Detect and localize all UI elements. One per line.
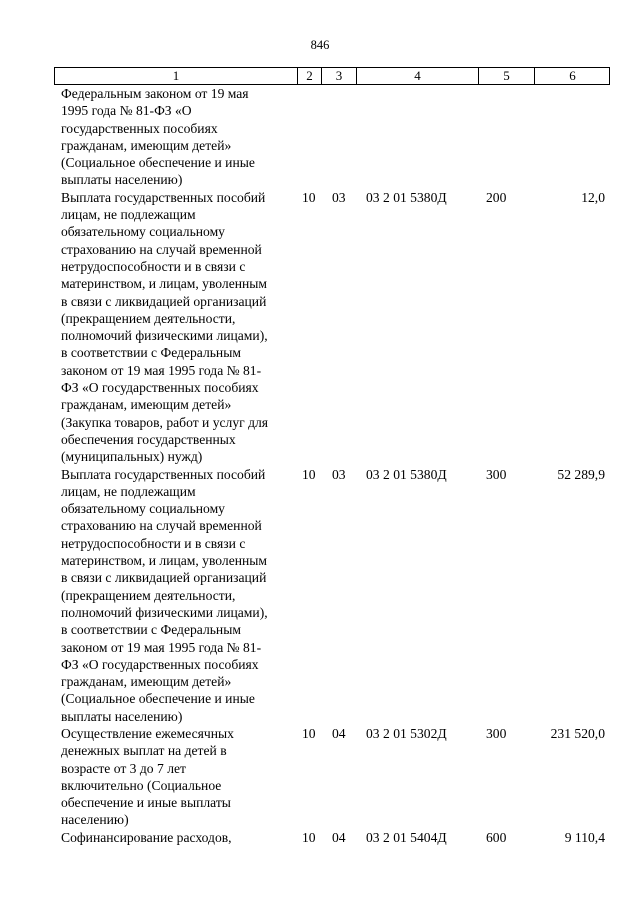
row-section: 10 [302, 829, 316, 845]
row-target-article: 03 2 01 5404Д [366, 829, 447, 845]
row-name: Выплата государственных пособий лицам, не подлежащим обязательному социальному страхованию на случай временной нетрудоспособности и в связи с материнством, и лицам, уволенным в связи с ликвидацией организаций (прекращением деятельности, полномочий физическими лицами), в соответствии с Федеральным законом от 19 мая 1995 года № 81- ФЗ «О государственных пособиях гражданам, имеющим детей» (Социальное обеспечение и иные выплаты населению) [61, 466, 268, 724]
header-col-5: 5 [479, 68, 535, 84]
header-col-6: 6 [569, 68, 576, 83]
row-expense-type: 600 [486, 829, 507, 845]
row-target-article: 03 2 01 5302Д [366, 725, 447, 741]
header-col-2: 2 [298, 68, 322, 84]
row-amount: 9 110,4 [564, 829, 605, 845]
row-section: 10 [302, 725, 316, 741]
table-row [54, 725, 610, 829]
row-name: Федеральным законом от 19 мая 1995 года № 81-ФЗ «О государственных пособиях гражданам, имеющим детей» (Социальное обеспечение и иные выплаты населению) [61, 86, 255, 188]
table-row [54, 466, 610, 725]
row-name: Осуществление ежемесячных денежных выплат на детей в возрасте от 3 до 7 лет включительно (Социальное обеспечение и иные выплаты населению) [61, 725, 234, 828]
header-col-4: 4 [357, 68, 479, 84]
row-subsection: 03 [332, 466, 346, 482]
row-name: Софинансирование расходов, [61, 829, 232, 845]
row-subsection: 03 [332, 189, 346, 205]
row-target-article: 03 2 01 5380Д [366, 466, 447, 482]
page-number: 846 [310, 38, 330, 52]
header-col-1: 1 [55, 68, 298, 84]
row-expense-type: 300 [486, 725, 507, 741]
row-amount: 12,0 [581, 189, 605, 205]
table-row [54, 189, 610, 466]
row-name: Выплата государственных пособий лицам, не подлежащим обязательному социальному страхованию на случай временной нетрудоспособности и в связи с материнством, и лицам, уволенным в связи с ликвидацией организаций (прекращением деятельности, полномочий физическими лицами), в соответствии с Федеральным законом от 19 мая 1995 года № 81- ФЗ «О государственных пособиях гражданам, имеющим детей» (Закупка товаров, работ и услуг для обеспечения государственных (муниципальных) нужд) [61, 189, 269, 465]
row-subsection: 04 [332, 725, 346, 741]
row-target-article: 03 2 01 5380Д [366, 189, 447, 205]
row-section: 10 [302, 189, 316, 205]
table-row [54, 85, 610, 189]
row-expense-type: 200 [486, 189, 507, 205]
row-section: 10 [302, 466, 316, 482]
table-row [54, 829, 610, 846]
header-col-3: 3 [322, 68, 357, 84]
row-amount: 231 520,0 [550, 725, 605, 741]
budget-table [54, 67, 610, 846]
row-expense-type: 300 [486, 466, 507, 482]
table-header-row [54, 67, 610, 85]
row-subsection: 04 [332, 829, 346, 845]
row-amount: 52 289,9 [557, 466, 605, 482]
